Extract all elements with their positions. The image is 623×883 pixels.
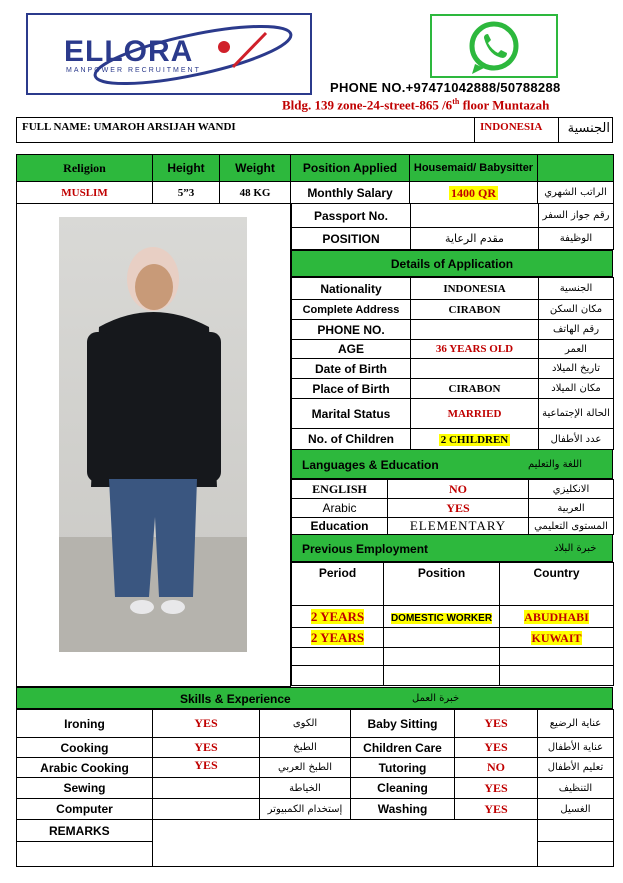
info-table <box>291 203 614 250</box>
pob-value: CIRABON <box>411 379 539 399</box>
whatsapp-logo <box>430 14 558 78</box>
languages-title: Languages & Education <box>302 458 439 472</box>
english-label: ENGLISH <box>292 480 388 499</box>
skill-washing-value: YES <box>455 799 538 820</box>
skill-sewing: Sewing <box>17 778 153 799</box>
education-label: Education <box>292 518 388 535</box>
marital-label: Marital Status <box>292 399 411 429</box>
employment-title-ar: خبرة البلاد <box>554 543 597 554</box>
nationality-ar: الجنسية <box>539 278 614 300</box>
top-table <box>16 154 614 204</box>
children-value: 2 CHILDREN <box>440 434 509 446</box>
remarks-value <box>153 820 538 867</box>
age-value: 36 YEARS OLD <box>411 340 539 359</box>
skill-childcare-ar: عناية الأطفال <box>538 738 614 758</box>
nationality-label: Nationality <box>292 278 411 300</box>
employment-title: Previous Employment <box>302 542 429 556</box>
name-divider-1 <box>474 117 475 143</box>
skill-tutoring: Tutoring <box>351 758 455 778</box>
skill-arabic-cooking: Arabic Cooking <box>17 758 153 778</box>
religion-value: MUSLIM <box>17 182 153 204</box>
age-ar: العمر <box>539 340 614 359</box>
skill-childcare-value: YES <box>455 738 538 758</box>
passport-label: Passport No. <box>292 204 411 228</box>
pob-label: Place of Birth <box>292 379 411 399</box>
skill-ironing-value: YES <box>153 710 260 738</box>
skill-cleaning-ar: التنظيف <box>538 778 614 799</box>
skill-computer-value <box>153 799 260 820</box>
skill-cooking: Cooking <box>17 738 153 758</box>
emp1-position-cell <box>384 606 500 628</box>
position-label: POSITION <box>292 228 411 250</box>
country-header: Country <box>500 563 614 584</box>
education-value: ELEMENTARY <box>388 518 529 535</box>
languages-title-ar: اللغة والتعليم <box>528 459 582 470</box>
dob-ar: تاريخ الميلاد <box>539 359 614 379</box>
skill-arabic-cooking-value: YES <box>153 758 260 778</box>
nationality-value: INDONESIA <box>411 278 539 300</box>
details-table <box>291 277 614 450</box>
salary-ar: الراتب الشهري <box>538 182 614 204</box>
arabic-ar: العربية <box>529 499 614 518</box>
emp1-country-cell <box>500 606 614 628</box>
arabic-value: YES <box>388 499 529 518</box>
height-value: 5”3 <box>153 182 220 204</box>
remarks-label: REMARKS <box>17 820 153 842</box>
position-header: Position <box>384 563 500 584</box>
skill-cleaning-value: YES <box>455 778 538 799</box>
skills-title-bar <box>16 687 613 709</box>
header-empty <box>538 155 614 182</box>
skill-arabic-cooking-ar: الطبخ العربي <box>260 758 351 778</box>
emp1-position: DOMESTIC WORKER <box>390 612 493 624</box>
skill-washing: Washing <box>351 799 455 820</box>
weight-value: 48 KG <box>220 182 291 204</box>
marital-ar: الحالة الإجتماعية <box>539 399 614 429</box>
skill-babysitting: Baby Sitting <box>351 710 455 738</box>
header-height: Height <box>153 155 220 182</box>
phone-value <box>411 320 539 340</box>
skill-ironing-ar: الكوى <box>260 710 351 738</box>
passport-ar: رقم جواز السفر <box>539 204 614 228</box>
arabic-label: Arabic <box>292 499 388 518</box>
pob-ar: مكان الميلاد <box>539 379 614 399</box>
skill-computer: Computer <box>17 799 153 820</box>
skill-babysitting-value: YES <box>455 710 538 738</box>
company-logo <box>26 13 312 95</box>
whatsapp-icon <box>432 16 556 76</box>
emp1-period-cell <box>292 606 384 628</box>
education-ar: المستوى التعليمي <box>529 518 614 535</box>
position-value: مقدم الرعاية <box>411 228 539 250</box>
skill-sewing-ar: الخياطة <box>260 778 351 799</box>
skill-tutoring-value: NO <box>455 758 538 778</box>
passport-value <box>411 204 539 228</box>
children-cell <box>411 429 539 450</box>
logo-subtitle: MANPOWER RECRUITMENT <box>66 67 201 74</box>
address-sup: th <box>452 97 460 106</box>
skill-cooking-ar: الطبخ <box>260 738 351 758</box>
salary-cell <box>410 182 538 204</box>
emp2-period-cell <box>292 628 384 648</box>
phone-ar: رقم الهاتف <box>539 320 614 340</box>
skills-title: Skills & Experience <box>180 692 291 706</box>
skill-ironing: Ironing <box>17 710 153 738</box>
person-photo-icon <box>59 217 247 652</box>
skill-tutoring-ar: تعليم الأطفال <box>538 758 614 778</box>
skill-sewing-value <box>153 778 260 799</box>
address <box>282 97 549 113</box>
position-ar: الوظيفة <box>539 228 614 250</box>
emp1-country: ABUDHABI <box>524 609 589 624</box>
skill-babysitting-ar: عناية الرضيع <box>538 710 614 738</box>
address-value: CIRABON <box>411 300 539 320</box>
period-header: Period <box>292 563 384 584</box>
dob-label: Date of Birth <box>292 359 411 379</box>
name-nationality: INDONESIA <box>480 121 543 133</box>
skill-computer-ar: إستخدام الكمبيوتر <box>260 799 351 820</box>
languages-table <box>291 479 614 535</box>
name-nationality-ar: الجنسية <box>567 121 610 136</box>
emp2-position <box>384 628 500 648</box>
position-applied-value: Housemaid/ Babysitter <box>410 155 538 182</box>
emp2-country: KUWAIT <box>531 630 582 645</box>
skills-title-ar: خبرة العمل <box>412 693 460 704</box>
logo-text: ELLORA <box>64 35 194 68</box>
employment-table <box>291 562 614 686</box>
languages-title-bar <box>291 449 613 479</box>
salary-value: 1400 QR <box>451 185 496 200</box>
skill-cleaning: Cleaning <box>351 778 455 799</box>
name-divider-2 <box>558 117 559 143</box>
phone-header: PHONE NO.+97471042888/50788288 <box>330 80 561 95</box>
skill-washing-ar: الغسيل <box>538 799 614 820</box>
header-position-applied: Position Applied <box>291 155 410 182</box>
age-label: AGE <box>292 340 411 359</box>
english-value: NO <box>388 480 529 499</box>
employment-title-bar <box>291 534 613 562</box>
skill-childcare: Children Care <box>351 738 455 758</box>
children-label: No. of Children <box>292 429 411 450</box>
address-end: floor Muntazah <box>459 97 550 113</box>
salary-label: Monthly Salary <box>291 182 410 204</box>
address-main: Bldg. 139 zone-24-street-865 /6 <box>282 97 453 113</box>
emp1-period: 2 YEARS <box>310 608 365 624</box>
details-title: Details of Application <box>291 250 613 277</box>
emp2-country-cell <box>500 628 614 648</box>
english-ar: الانكليزي <box>529 480 614 499</box>
children-ar: عدد الأطفال <box>539 429 614 450</box>
emp2-period: 2 YEARS <box>310 629 365 645</box>
candidate-photo <box>59 217 247 652</box>
header-religion: Religion <box>17 155 153 182</box>
phone-label: PHONE NO. <box>292 320 411 340</box>
full-name: FULL NAME: UMAROH ARSIJAH WANDI <box>22 121 236 133</box>
skills-table <box>16 709 614 867</box>
dob-value <box>411 359 539 379</box>
skill-cooking-value: YES <box>153 738 260 758</box>
header-weight: Weight <box>220 155 291 182</box>
address-ar: مكان السكن <box>539 300 614 320</box>
marital-value: MARRIED <box>411 399 539 429</box>
address-label: Complete Address <box>292 300 411 320</box>
